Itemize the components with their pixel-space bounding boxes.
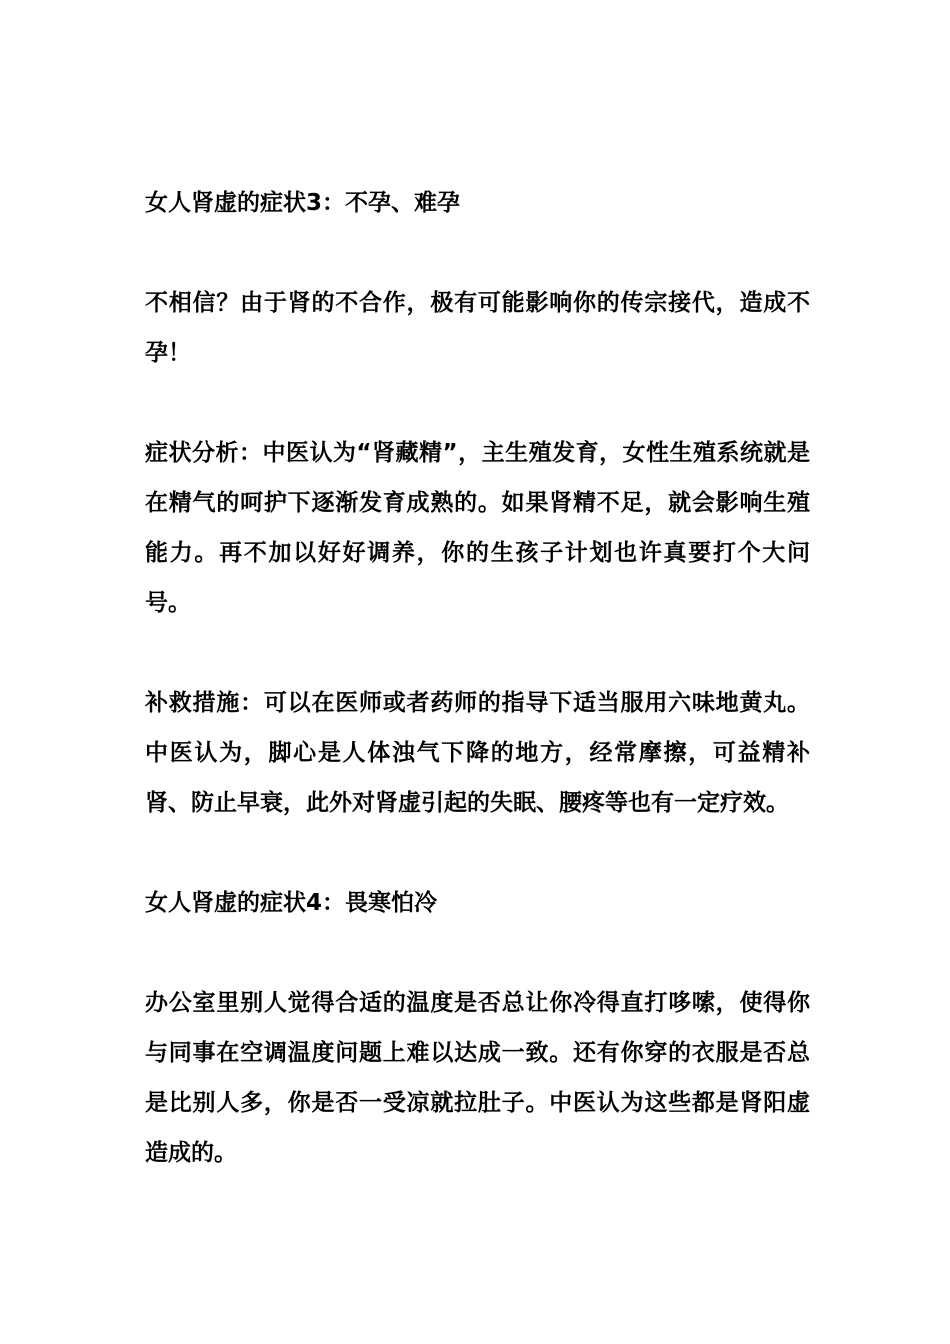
paragraph-analysis: 症状分析：中医认为“肾藏精”，主生殖发育，女性生殖系统就是在精气的呵护下逐渐发育成熟的。如果肾精不足，就会影响生殖能力。再不加以好好调养，你的生孩子计划也许真要打个大问号。 bbox=[145, 440, 810, 616]
paragraph-cold: 办公室里别人觉得合适的温度是否总让你冷得直打哆嗦，使得你与同事在空调温度问题上难以达成一致。还有你穿的衣服是否总是比别人多，你是否一受凉就拉肚子。中医认为这些都是肾阳虚造成的。 bbox=[145, 990, 810, 1166]
section-heading-symptom-4: 女人肾虚的症状4：畏寒怕冷 bbox=[145, 890, 438, 916]
paragraph-intro: 不相信？由于肾的不合作，极有可能影响你的传宗接代，造成不孕！ bbox=[145, 290, 810, 366]
section-heading-symptom-3: 女人肾虚的症状3：不孕、难孕 bbox=[145, 190, 461, 216]
paragraph-remedy: 补救措施：可以在医师或者药师的指导下适当服用六味地黄丸。中医认为，脚心是人体浊气下降的地方，经常摩擦，可益精补肾、防止早衰，此外对肾虚引起的失眠、腰疼等也有一定疗效。 bbox=[145, 690, 810, 816]
document-body bbox=[145, 178, 810, 1228]
